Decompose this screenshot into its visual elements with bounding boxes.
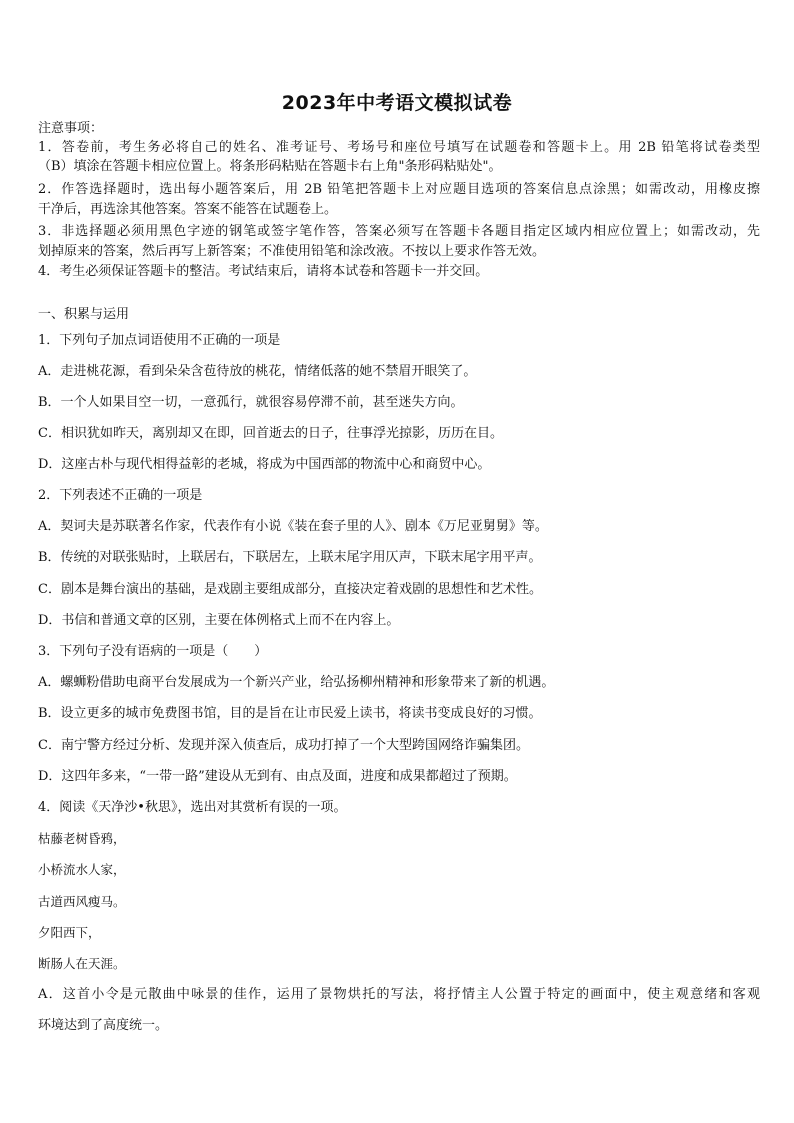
question-option: A．这首小令是元散曲中咏景的佳作，运用了景物烘托的写法，将抒情主人公置于特定的画面中，使主观意绪和客观 bbox=[38, 987, 760, 1002]
notice-heading: 注意事项： bbox=[38, 121, 104, 136]
question-option: C．剧本是舞台演出的基础，是戏剧主要组成部分，直接决定着戏剧的思想性和艺术性。 bbox=[38, 582, 542, 597]
poem-line: 小桥流水人家， bbox=[38, 862, 126, 877]
poem-line: 断肠人在天涯。 bbox=[38, 956, 126, 971]
question-option: B．设立更多的城市免费图书馆，目的是旨在让市民爱上读书，将读书变成良好的习惯。 bbox=[38, 706, 542, 721]
question-option: D．这四年多来，“一带一路”建设从无到有、由点及面，进度和成果都超过了预期。 bbox=[38, 769, 517, 784]
question-option: B．一个人如果目空一切，一意孤行，就很容易停滞不前，甚至迷失方向。 bbox=[38, 395, 464, 410]
question-option: D．书信和普通文章的区别，主要在体例格式上而不在内容上。 bbox=[38, 613, 400, 628]
question-option: A．走进桃花源，看到朵朵含苞待放的桃花，情绪低落的她不禁眉开眼笑了。 bbox=[38, 364, 477, 379]
poem-line: 夕阳西下， bbox=[38, 925, 101, 940]
poem-line: 古道西风瘦马。 bbox=[38, 894, 126, 909]
question-stem: 1．下列句子加点词语使用不正确的一项是 bbox=[38, 333, 281, 348]
notice-line: 干净后，再选涂其他答案。答案不能答在试题卷上。 bbox=[38, 202, 338, 217]
question-option: A．螺蛳粉借助电商平台发展成为一个新兴产业，给弘扬柳州精神和形象带来了新的机遇。 bbox=[38, 675, 555, 690]
question-stem: 3．下列句子没有语病的一项是（ ） bbox=[38, 644, 268, 659]
notice-line: 2．作答选择题时，选出每小题答案后，用 2B 铅笔把答题卡上对应题目选项的答案信息点涂黑；如需改动，用橡皮擦 bbox=[38, 182, 760, 197]
question-option: 环境达到了高度统一。 bbox=[38, 1018, 169, 1033]
question-option: B．传统的对联张贴时，上联居右，下联居左，上联末尾字用仄声，下联末尾字用平声。 bbox=[38, 550, 542, 565]
question-stem: 2．下列表述不正确的一项是 bbox=[38, 488, 203, 503]
question-option: A．契诃夫是苏联著名作家，代表作有小说《装在套子里的人》、剧本《万尼亚舅舅》等。 bbox=[38, 519, 548, 534]
question-option: C．相识犹如昨天，离别却又在即，回首逝去的日子，往事浮光掠影，历历在目。 bbox=[38, 426, 503, 441]
notice-line: 3．非选择题必须用黑色字迹的钢笔或签字笔作答，答案必须写在答题卡各题目指定区域内相应位置上；如需改动，先 bbox=[38, 224, 760, 239]
notice-line: 划掉原来的答案，然后再写上新答案；不准使用铅笔和涂改液。不按以上要求作答无效。 bbox=[38, 244, 546, 259]
page-title: 2023年中考语文模拟试卷 bbox=[281, 92, 513, 114]
notice-line: 1．答卷前，考生务必将自己的姓名、准考证号、考场号和座位号填写在试题卷和答题卡上。用 2B 铅笔将试卷类型 bbox=[38, 140, 760, 155]
notice-line: （B）填涂在答题卡相应位置上。将条形码粘贴在答题卡右上角"条形码粘贴处"。 bbox=[38, 159, 502, 174]
section-heading: 一、积累与运用 bbox=[38, 307, 130, 322]
question-stem: 4．阅读《天净沙•秋思》，选出对其赏析有误的一项。 bbox=[38, 800, 347, 815]
poem-line: 枯藤老树昏鸦， bbox=[38, 831, 126, 846]
question-option: C．南宁警方经过分析、发现并深入侦查后，成功打掉了一个大型跨国网络诈骗集团。 bbox=[38, 738, 529, 753]
notice-line: 4．考生必须保证答题卡的整洁。考试结束后，请将本试卷和答题卡一并交回。 bbox=[38, 264, 489, 279]
question-option: D．这座古朴与现代相得益彰的老城，将成为中国西部的物流中心和商贸中心。 bbox=[38, 457, 491, 472]
